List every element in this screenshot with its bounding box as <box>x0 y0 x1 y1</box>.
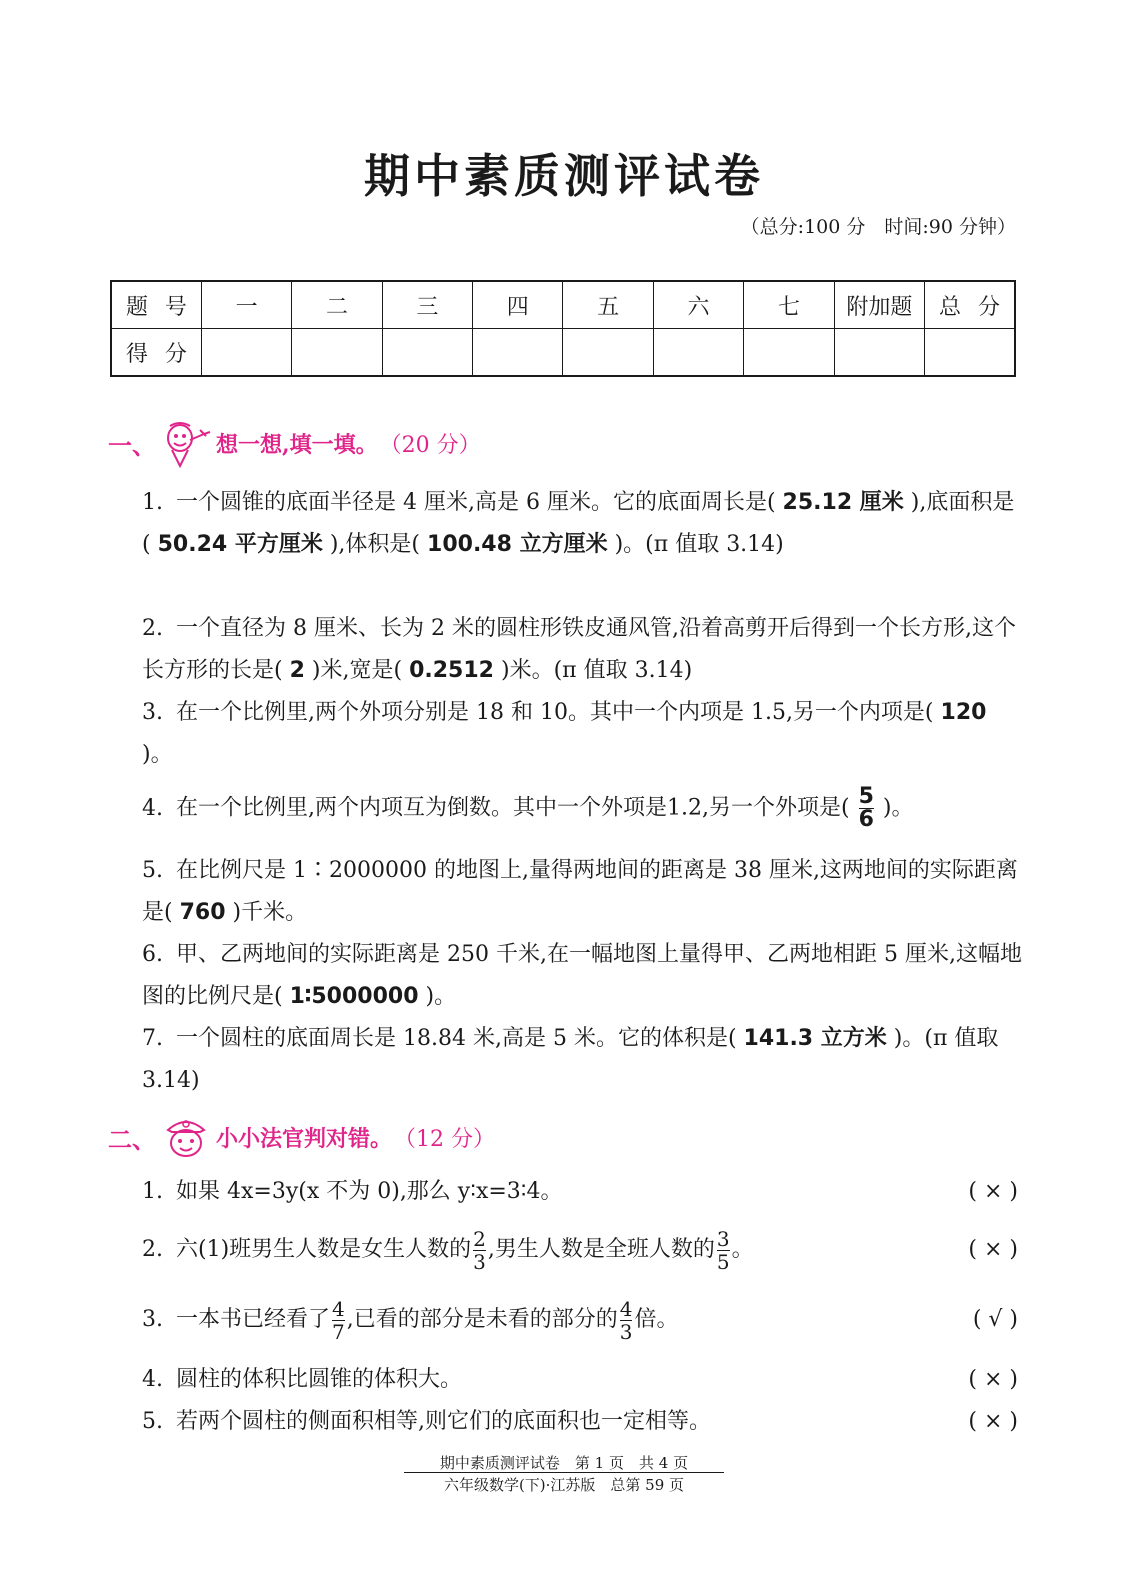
section-number: 二、 <box>108 1124 156 1154</box>
section-points: （20 分） <box>379 432 481 458</box>
question-text: )。(π 值取 3.14) <box>142 1026 999 1093</box>
score-table-score-row <box>111 329 1015 377</box>
question-text: ),体积是( <box>329 532 421 557</box>
fraction-denominator: 3 <box>473 1249 486 1274</box>
question-4 <box>142 786 1022 831</box>
question-5 <box>142 850 1022 934</box>
question-text: 甲、乙两地间的实际距离是 250 千米,在一幅地图上量得甲、乙两地相距 5 厘米,这幅地图的比例尺是( <box>142 942 1022 1009</box>
answer: 120 <box>940 700 987 725</box>
item-text: 六(1)班男生人数是女生人数的 <box>176 1237 472 1262</box>
item-number: 3. <box>142 1307 163 1332</box>
fraction-numerator: 5 <box>858 784 874 809</box>
column-header: 五 <box>563 281 653 329</box>
item-number: 4. <box>142 1367 163 1392</box>
question-2 <box>142 608 1022 692</box>
column-header: 总分 <box>925 281 1015 329</box>
fraction <box>717 1228 730 1273</box>
question-number: 4. <box>142 795 163 821</box>
fraction <box>620 1298 633 1343</box>
fraction-denominator: 3 <box>619 1319 633 1344</box>
judge-mascot-icon <box>160 1112 212 1162</box>
question-text: )米。(π 值取 3.14) <box>500 658 693 683</box>
section-number: 一、 <box>108 430 156 460</box>
judgement-item-3 <box>142 1296 1018 1344</box>
column-header: 二 <box>292 281 382 329</box>
fraction-denominator: 5 <box>716 1249 730 1274</box>
section-1-header <box>108 418 481 468</box>
item-text: 一本书已经看了 <box>176 1307 331 1332</box>
answer: 0.2512 <box>409 658 494 683</box>
item-number: 2. <box>142 1237 163 1262</box>
score-cell <box>653 329 743 377</box>
score-table-header-row <box>111 281 1015 329</box>
column-header: 六 <box>653 281 743 329</box>
pencil-mascot-icon <box>160 418 212 468</box>
item-text: 如果 4x=3y(x 不为 0),那么 y∶x=3∶4。 <box>176 1179 563 1204</box>
question-number: 6. <box>142 942 163 967</box>
fraction-numerator: 2 <box>473 1226 486 1251</box>
item-number: 1. <box>142 1179 163 1204</box>
score-table <box>110 280 1016 377</box>
table-row-label: 得分 <box>111 329 201 377</box>
score-cell <box>834 329 924 377</box>
fraction-denominator: 7 <box>332 1319 345 1344</box>
column-header: 四 <box>473 281 563 329</box>
judgement-item-5 <box>142 1402 1018 1442</box>
footer-page-info: 期中素质测评试卷 第 1 页 共 4 页 <box>439 1454 689 1472</box>
score-cell <box>473 329 563 377</box>
fraction-numerator: 3 <box>716 1226 730 1251</box>
section-points: （12 分） <box>394 1126 496 1152</box>
section-2-header <box>108 1112 495 1162</box>
judgement-mark: ( × ) <box>968 1179 1018 1204</box>
score-cell <box>744 329 834 377</box>
footer-divider <box>404 1472 724 1473</box>
answer-fraction <box>859 786 874 831</box>
answer: 141.3 立方米 <box>743 1026 887 1051</box>
item-text: 。 <box>731 1237 754 1262</box>
answer: 100.48 立方厘米 <box>427 532 608 557</box>
question-text: 在比例尺是 1∶2000000 的地图上,量得两地间的距离是 38 厘米,这两地间的实际距离是( <box>142 858 1018 925</box>
fraction-numerator: 4 <box>332 1296 345 1321</box>
column-header: 附加题 <box>834 281 924 329</box>
question-text: )。(π 值取 3.14) <box>614 532 784 557</box>
item-text: ,男生人数是全班人数的 <box>487 1237 715 1262</box>
answer: 2 <box>289 658 305 683</box>
question-3 <box>142 692 1022 776</box>
score-cell <box>201 329 291 377</box>
score-cell <box>563 329 653 377</box>
exam-meta: （总分:100 分 时间:90 分钟） <box>740 216 1016 238</box>
section-title: 想一想,填一填。 <box>216 431 378 458</box>
question-number: 1. <box>142 490 163 515</box>
question-text: )。 <box>882 795 914 821</box>
question-7 <box>142 1018 1022 1102</box>
question-1 <box>142 482 1022 566</box>
answer: 1∶5000000 <box>289 984 419 1009</box>
question-text: )米,宽是( <box>311 658 403 683</box>
column-header: 三 <box>382 281 472 329</box>
judgement-item-4 <box>142 1360 1018 1400</box>
judgement-mark: ( √ ) <box>972 1307 1018 1332</box>
fraction <box>473 1228 486 1273</box>
question-text: )千米。 <box>232 900 308 925</box>
answer: 50.24 平方厘米 <box>157 532 323 557</box>
question-number: 7. <box>142 1026 163 1051</box>
footer-book-info: 六年级数学(下)·江苏版 总第 59 页 <box>443 1476 685 1494</box>
fraction-numerator: 4 <box>619 1296 633 1321</box>
column-header: 一 <box>201 281 291 329</box>
item-text: 倍。 <box>634 1307 679 1332</box>
question-number: 5. <box>142 858 163 883</box>
judgement-mark: ( × ) <box>968 1409 1018 1434</box>
column-header: 七 <box>744 281 834 329</box>
fraction <box>332 1298 345 1343</box>
question-number: 2. <box>142 616 163 641</box>
question-text: )。 <box>425 984 457 1009</box>
question-text: 在一个比例里,两个内项互为倒数。其中一个外项是1.2,另一个外项是( <box>176 795 850 821</box>
question-text: 一个圆柱的底面周长是 18.84 米,高是 5 米。它的体积是( <box>176 1026 737 1051</box>
score-cell <box>292 329 382 377</box>
question-text: 一个圆锥的底面半径是 4 厘米,高是 6 厘米。它的底面周长是( <box>176 490 776 515</box>
question-text: 一个直径为 8 厘米、长为 2 米的圆柱形铁皮通风管,沿着高剪开后得到一个长方形,这个长方形的长是( <box>142 616 1016 683</box>
section-title: 小小法官判对错。 <box>216 1125 393 1152</box>
score-cell <box>925 329 1015 377</box>
item-text: ,已看的部分是未看的部分的 <box>346 1307 618 1332</box>
item-text: 圆柱的体积比圆锥的体积大。 <box>176 1367 463 1392</box>
score-cell <box>382 329 472 377</box>
page-title: 期中素质测评试卷 <box>364 149 764 203</box>
table-row-label: 题号 <box>111 281 201 329</box>
item-text: 若两个圆柱的侧面积相等,则它们的底面积也一定相等。 <box>176 1409 711 1434</box>
judgement-item-2 <box>142 1226 1018 1274</box>
answer: 760 <box>179 900 226 925</box>
answer: 25.12 厘米 <box>782 490 904 515</box>
judgement-item-1 <box>142 1172 1018 1212</box>
question-number: 3. <box>142 700 163 725</box>
judgement-mark: ( × ) <box>968 1367 1018 1392</box>
question-text: ),底面积是( <box>142 490 1015 557</box>
question-text: 在一个比例里,两个外项分别是 18 和 10。其中一个内项是 1.5,另一个内项是( <box>176 700 934 725</box>
judgement-mark: ( × ) <box>968 1237 1018 1262</box>
question-6 <box>142 934 1022 1018</box>
item-number: 5. <box>142 1409 163 1434</box>
question-text: )。 <box>142 742 173 767</box>
fraction-denominator: 6 <box>858 807 874 832</box>
